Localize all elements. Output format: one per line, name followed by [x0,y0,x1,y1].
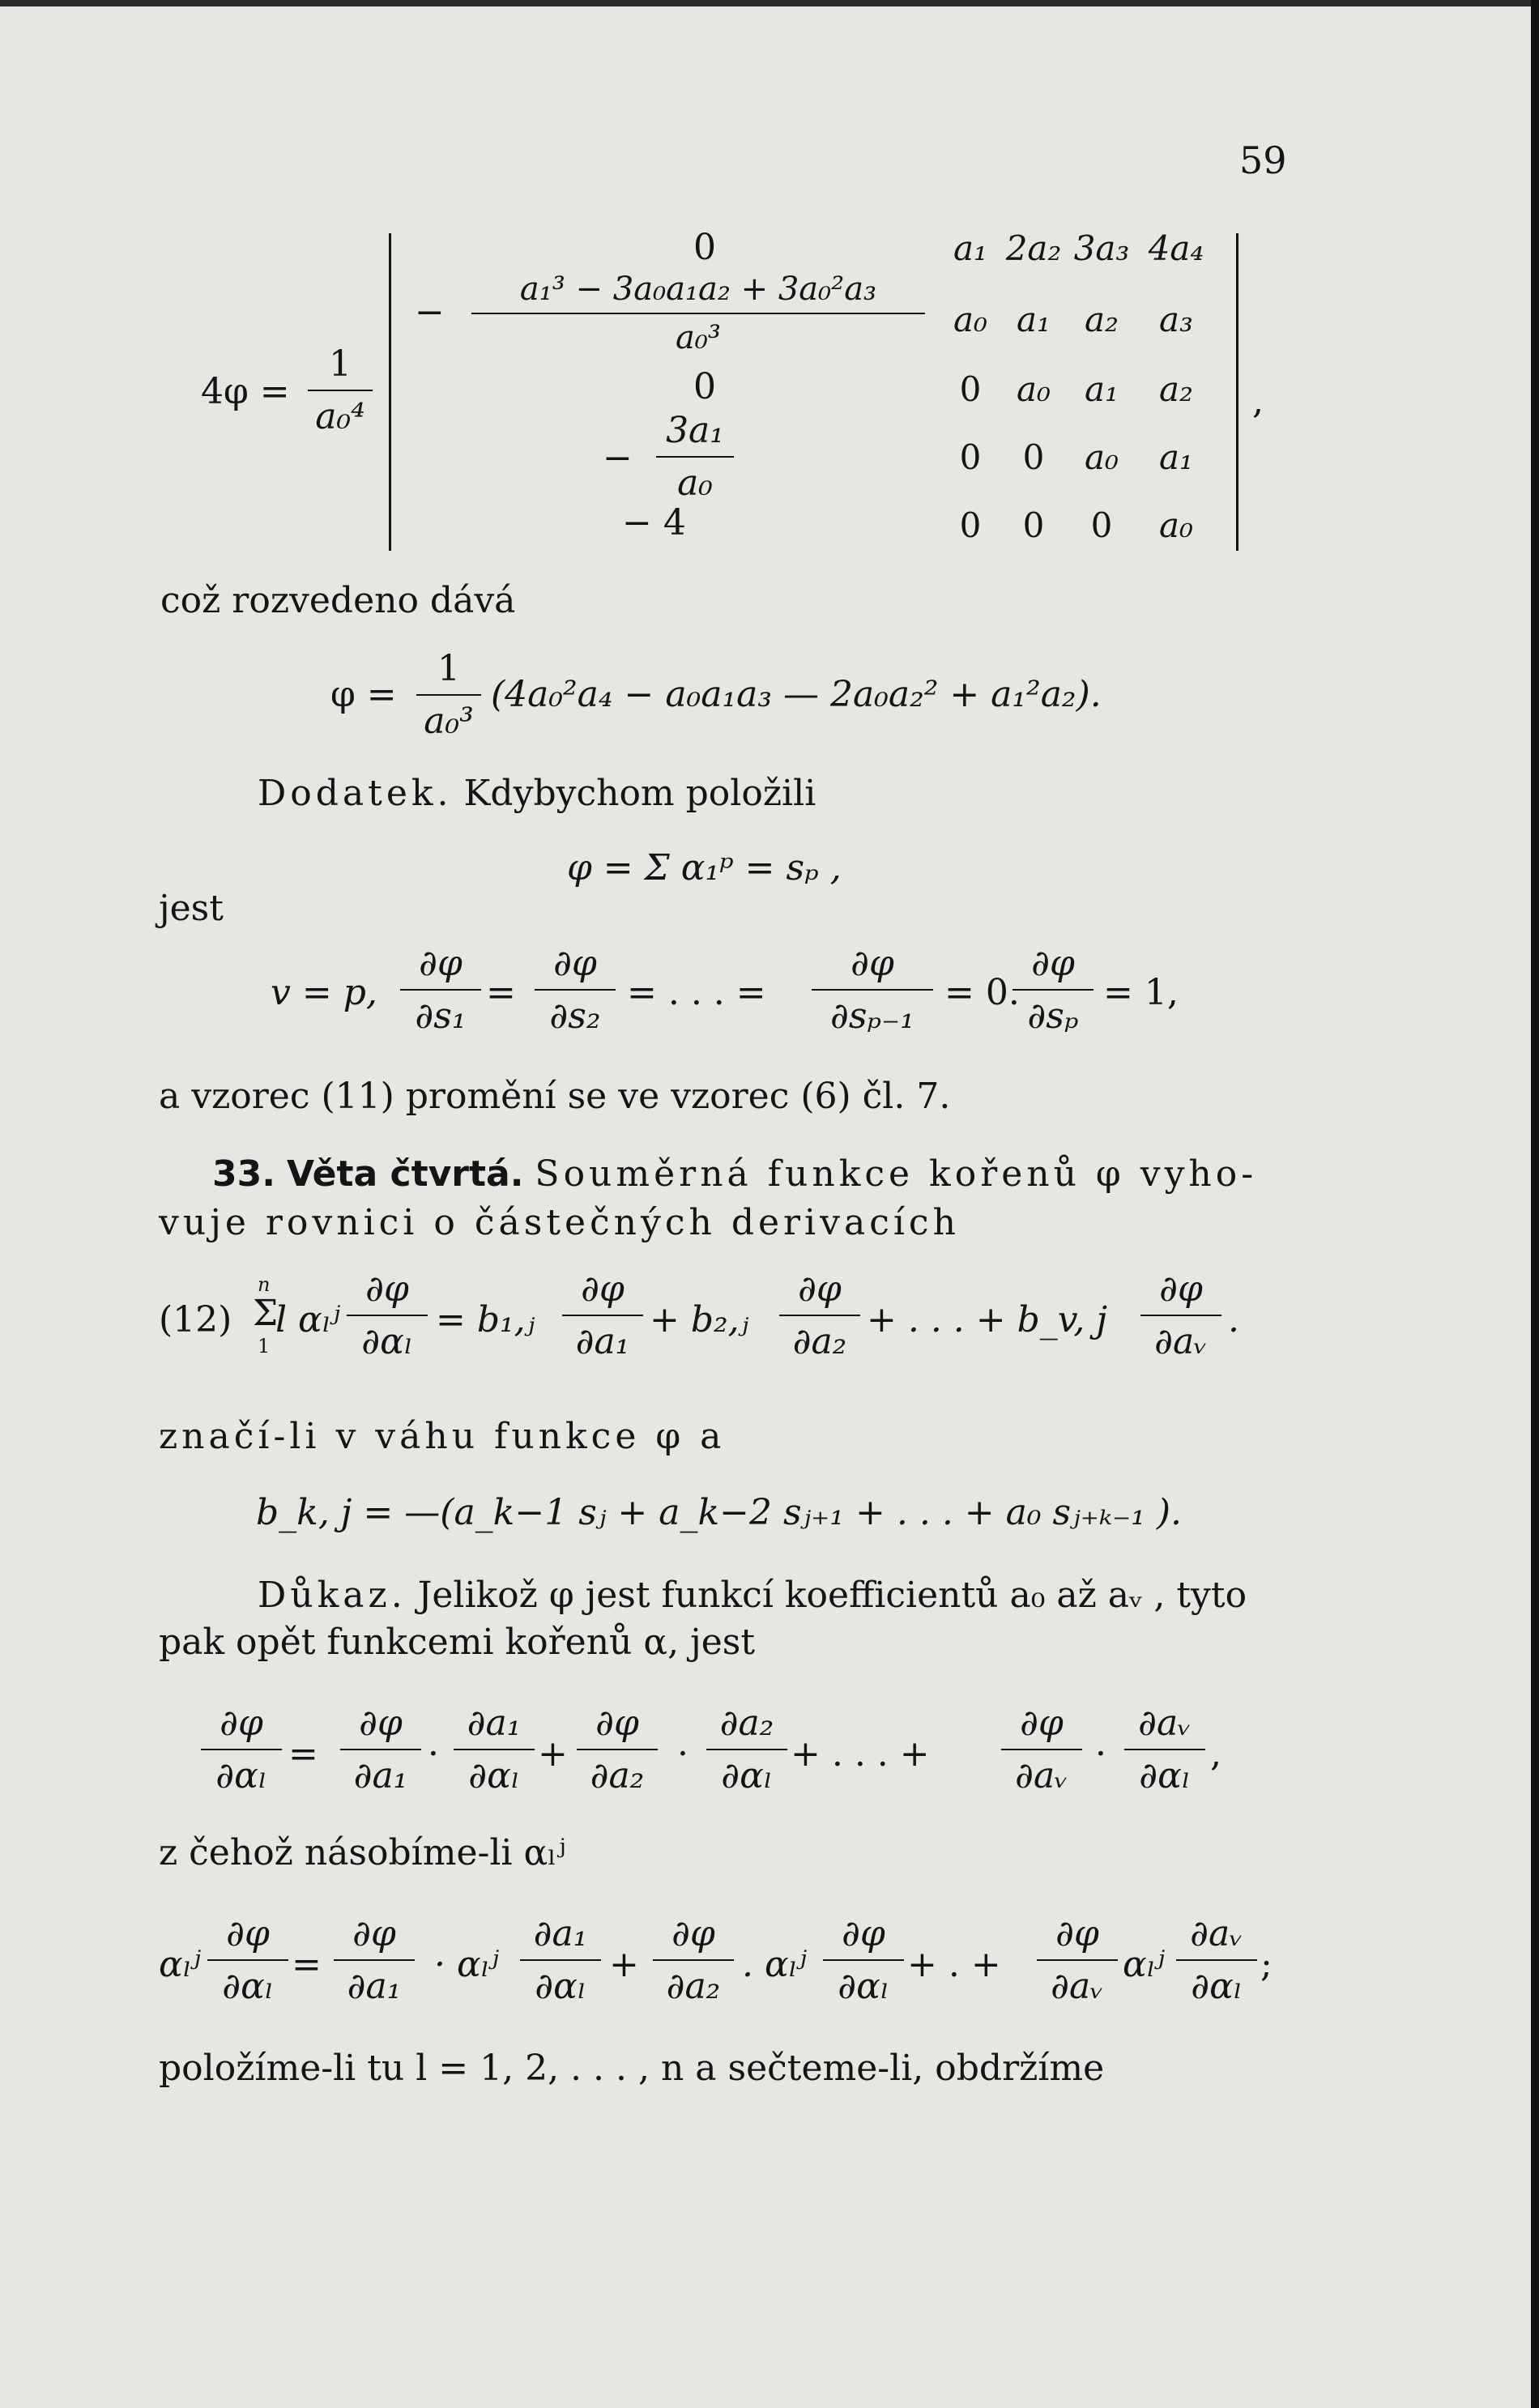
eq5-dot1: · [428,1733,439,1775]
eq12-d2 [779,1268,860,1362]
fraction-line [812,989,933,991]
det-r5-c2: 0 [959,505,982,545]
eq5-f-num: ∂φ [1020,1703,1064,1744]
dodatek-label: Dodatek. [258,773,453,814]
det-r1-c3: 2a₂ [1005,228,1062,268]
det-c1-r1: 0 [693,227,716,268]
eq6-plus1: + [609,1944,639,1985]
det-c1-r4-num: 3a₁ [666,410,724,451]
eq6-f [1037,1913,1118,2007]
eq6-pre: αₗʲ [159,1944,202,1985]
dukaz-text-2: pak opět funkcemi kořenů α, jest [159,1622,756,1663]
det-r2-c4: a₂ [1085,300,1119,339]
det-c1-r2-fraction [471,271,925,356]
fraction-line [1013,989,1094,991]
eq12-d0-num: ∂φ [365,1268,409,1310]
dukaz-label: Důkaz. [258,1575,407,1616]
eq12-d2-num: ∂φ [798,1268,842,1310]
eq6-a-num: ∂φ [226,1913,270,1954]
fraction-line [207,1959,288,1961]
eq6-m1: · αₗʲ [434,1944,499,1985]
eq12-d0 [347,1268,428,1362]
fraction-line [471,313,925,314]
fraction-line [334,1959,415,1961]
eq6-c [520,1913,601,2007]
eq5-c-num: ∂a₁ [467,1703,522,1744]
eq5-b-num: ∂φ [359,1703,403,1744]
fraction-line [1176,1959,1257,1961]
scan-edge-top [0,0,1539,6]
eq5-a [201,1703,282,1796]
dodatek-text: Kdybychom položili [463,773,816,814]
eq3-d4-num: ∂φ [1031,943,1075,984]
det-r1-c5: 4a₄ [1148,228,1204,268]
veta-title: Věta čtvrtá. [286,1153,524,1195]
eq12-plus1: + b₂,ⱼ [650,1299,749,1340]
eq5-c [454,1703,535,1796]
dodatek-paragraph [258,773,816,815]
eq12-d1-num: ∂φ [581,1268,625,1310]
eq12-sum: Σ [253,1293,279,1334]
eq6-g-den: ∂αₗ [1191,1966,1243,2007]
eq6-a [207,1913,288,2007]
det-right-bar [1236,233,1238,551]
eq6-a-den: ∂αₗ [222,1966,274,2007]
det-r2-c3: a₁ [1017,300,1051,339]
fraction-line [562,1315,643,1316]
eq12-label: (12) [159,1299,232,1340]
fraction-line [347,1315,428,1316]
equation-bkj: b_k, j = —(a_k−1 sⱼ + a_k−2 sⱼ₊₁ + . . . + a₀ sⱼ₊ₖ₋₁ ). [256,1492,1182,1533]
det-r3-c2: 0 [959,369,982,409]
eq6-g [1176,1913,1257,2007]
fraction-line [577,1749,658,1750]
eq5-b-den: ∂a₁ [353,1755,408,1796]
text-vzorec: a vzorec (11) promění se ve vzorec (6) čl. 7. [159,1076,951,1117]
fraction-line [1140,1315,1221,1316]
text-jest: jest [159,888,224,929]
veta-text-1: Souměrná funkce kořenů φ vyho- [535,1153,1258,1195]
eq5-dot2: · [677,1733,688,1775]
det-comma: , [1252,381,1264,422]
fraction-line [454,1749,535,1750]
det-r3-c4: a₁ [1085,369,1119,409]
eq5-f [1001,1703,1082,1796]
eq5-g [1124,1703,1205,1796]
fraction-line [308,390,373,391]
fraction-line [201,1749,282,1750]
eq3-end: = 1, [1103,972,1179,1013]
det-r4-c3: 0 [1022,437,1045,477]
eq12-plus2: + . . . + b_v, j [867,1299,1108,1340]
fraction-line [1001,1749,1082,1750]
text-nasobime: z čehož násobíme-li αₗʲ [159,1832,566,1873]
eq3-mid: = . . . = [627,972,766,1013]
det-lhs-den: a₀⁴ [315,396,365,437]
eq5-eq: = [288,1733,318,1775]
eq5-e-den: ∂αₗ [721,1755,773,1796]
eq5-e [706,1703,787,1796]
eq3-start: v = p, [271,972,377,1013]
eq5-d [577,1703,658,1796]
eq3-d1 [400,943,481,1037]
fraction-line [340,1749,421,1750]
eq6-f-den: ∂aᵥ [1051,1966,1104,2007]
eq3-d3 [812,943,933,1037]
det-c1-r4-fraction [656,410,734,504]
fraction-line [400,989,481,991]
det-r1-c2: a₁ [953,228,987,268]
eq3-d3-num: ∂φ [850,943,894,984]
fraction-line [779,1315,860,1316]
eq5-plus: + [538,1733,568,1775]
dukaz-line-1 [258,1575,1247,1617]
eq5-dot3: · [1095,1733,1106,1775]
det-lhs: 4φ = [201,371,290,412]
eq5-d-num: ∂φ [595,1703,639,1744]
eq1-fraction [416,648,481,742]
eq6-e-num: ∂φ [842,1913,885,1954]
fraction-line [1124,1749,1205,1750]
det-left-bar [389,233,391,551]
text-rozvedeno: což rozvedeno dává [160,580,516,621]
fraction-line [535,989,616,991]
eq1-num: 1 [437,648,460,689]
fraction-line [653,1959,734,1961]
det-c1-r4-minus: − [603,437,633,479]
fraction-line [656,456,734,458]
eq6-e-den: ∂αₗ [838,1966,889,2007]
eq12-d2-den: ∂a₂ [792,1321,847,1362]
veta-number: 33. [212,1153,275,1195]
eq1-den: a₀³ [424,701,474,742]
eq12-dv-den: ∂aᵥ [1154,1321,1208,1362]
det-c1-r4-den: a₀ [677,462,713,504]
page-number: 59 [1239,139,1287,182]
eq3-zero: = 0. [944,972,1020,1013]
fraction-line [520,1959,601,1961]
eq5-d-den: ∂a₂ [590,1755,645,1796]
fraction-line [1037,1959,1118,1961]
det-r5-c4: 0 [1090,505,1113,545]
eq6-eq: = [292,1944,322,1985]
eq5-dots: + . . . + [791,1733,930,1775]
eq12-t1: l αₗʲ [275,1299,341,1340]
eq6-f-num: ∂φ [1055,1913,1099,1954]
det-c1-r3: 0 [693,366,716,407]
det-c1-r5: − 4 [622,502,686,543]
veta-line-1 [212,1153,1257,1195]
eq1-lhs: φ = [330,674,397,715]
fraction-line [823,1959,904,1961]
eq6-b [334,1913,415,2007]
eq12-dv-num: ∂φ [1159,1268,1203,1310]
det-r4-c4: a₀ [1085,437,1119,477]
eq12-dv [1140,1268,1221,1362]
det-c1-r2-num: a₁³ − 3a₀a₁a₂ + 3a₀²a₃ [519,271,877,308]
eq12-d1-den: ∂a₁ [575,1321,630,1362]
eq6-c-den: ∂αₗ [535,1966,586,2007]
eq5-a-den: ∂αₗ [215,1755,267,1796]
eq3-eq1: = [486,972,516,1013]
det-r2-c2: a₀ [953,300,987,339]
det-r4-c2: 0 [959,437,982,477]
eq3-d2-den: ∂s₂ [549,995,601,1037]
eq5-g-num: ∂aᵥ [1138,1703,1192,1744]
eq6-b-num: ∂φ [352,1913,396,1954]
veta-text-2: vuje rovnici o částečných derivacích [159,1202,960,1243]
det-lhs-fraction [308,343,373,437]
eq3-d3-den: ∂sₚ₋₁ [830,995,914,1037]
det-r3-c3: a₀ [1017,369,1051,409]
det-lhs-num: 1 [329,343,352,385]
eq12-eq: = b₁,ⱼ [436,1299,535,1340]
eq12-sum-top: n [258,1273,271,1296]
fraction-line [416,694,481,696]
det-r4-c5: a₁ [1159,437,1193,477]
text-polozime: položíme-li tu l = 1, 2, . . . , n a sečteme-li, obdržíme [159,2048,1105,2089]
eq6-m2: . αₗʲ [742,1944,807,1985]
eq12-end: . [1228,1299,1239,1340]
eq5-a-num: ∂φ [220,1703,263,1744]
eq6-c-num: ∂a₁ [533,1913,588,1954]
eq3-d2 [535,943,616,1037]
fraction-line [706,1749,787,1750]
eq5-b [340,1703,421,1796]
eq3-d1-den: ∂s₁ [415,995,467,1037]
eq6-d [653,1913,734,2007]
eq6-e [823,1913,904,2007]
det-r3-c5: a₂ [1159,369,1193,409]
eq12-d0-den: ∂αₗ [361,1321,413,1362]
eq6-g-num: ∂aᵥ [1190,1913,1243,1954]
eq6-mid: + . + [907,1944,1001,1985]
det-c1-r2-den: a₀³ [676,319,721,356]
eq5-c-den: ∂αₗ [468,1755,520,1796]
eq6-end: ; [1260,1944,1273,1985]
eq6-b-den: ∂a₁ [347,1966,402,2007]
eq6-d-den: ∂a₂ [666,1966,721,2007]
scan-edge-right [1531,0,1539,2408]
det-r5-c5: a₀ [1159,505,1193,545]
det-r1-c4: 3a₃ [1073,228,1130,268]
eq5-f-den: ∂aᵥ [1015,1755,1068,1796]
dukaz-text-1: Jelikož φ jest funkcí koefficientů a₀ až aᵥ , tyto [417,1575,1247,1616]
eq5-end: , [1210,1733,1221,1775]
equation-power-sum: φ = Σ α₁ᵖ = sₚ , [567,847,842,889]
eq6-m3: αₗʲ [1123,1944,1166,1985]
eq6-d-num: ∂φ [671,1913,715,1954]
eq3-d2-num: ∂φ [553,943,597,984]
eq12-d1 [562,1268,643,1362]
eq5-g-den: ∂αₗ [1139,1755,1191,1796]
det-r2-c5: a₃ [1159,300,1193,339]
eq3-d4-den: ∂sₚ [1027,995,1079,1037]
text-znaci: značí-li v váhu funkce φ a [159,1416,726,1457]
det-r5-c3: 0 [1022,505,1045,545]
eq1-rhs: (4a₀²a₄ − a₀a₁a₃ — 2a₀a₂² + a₁²a₂). [491,674,1102,715]
det-c1-minus: − [415,292,445,333]
eq12-sum-bot: 1 [258,1335,271,1357]
eq3-d4 [1013,943,1094,1037]
eq5-e-num: ∂a₂ [719,1703,774,1744]
eq3-d1-num: ∂φ [419,943,463,984]
